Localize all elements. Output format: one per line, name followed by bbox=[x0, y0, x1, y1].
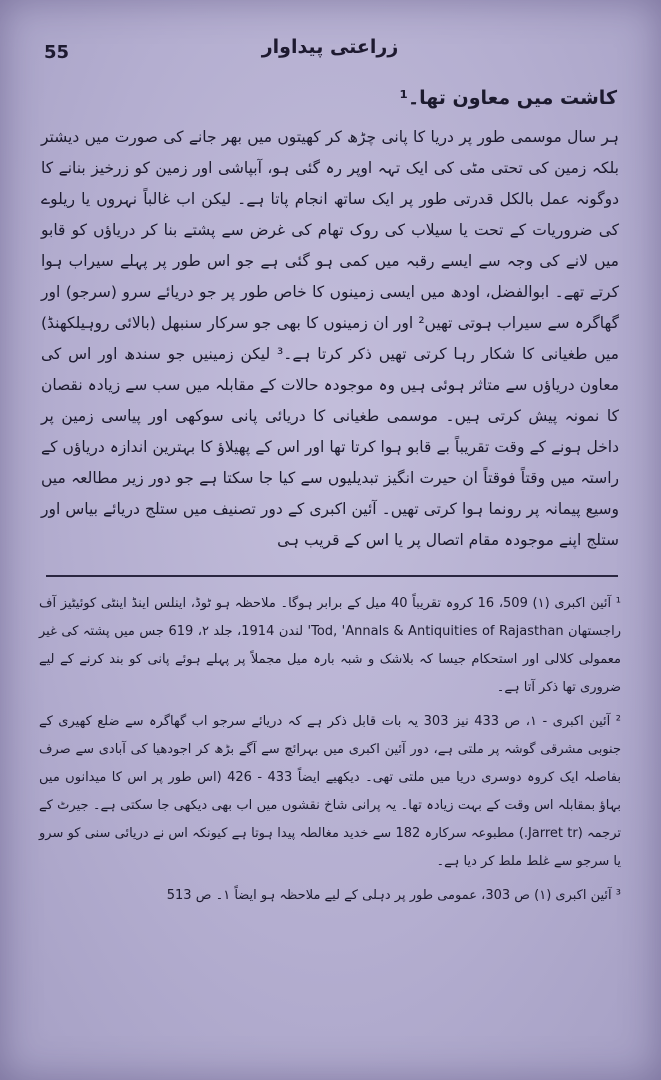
footnote-divider bbox=[46, 575, 618, 577]
footnote-3: ³ آئین اکبری (۱) ص 303، عمومی طور پر دہلی کے لیے ملاحظہ ہو ایضاً ۱۔ ص 513 bbox=[166, 888, 621, 903]
footnote-1: ¹ آئین اکبری (۱) 509، 16 کروہ تقریباً 40 میل کے برابر ہوگا۔ ملاحظہ ہو ٹوڈ، اینلس اینڈ اینٹی کوئیٹیز آف راجستھان Tod, 'Annals & Antiquities of Rajasthan' لندن 1914، جلد ۲، 619 جس میں پشتہ کی غیر معمولی کلالی اور استحکام جیسا کہ بلاشک و شبہ بارہ میل مجملاً پر پہلے ہوئے پانی کو بند کرنے کے لیے ضروری تھا ذکر آتا ہے۔ bbox=[39, 596, 621, 695]
body-paragraph: ہر سال موسمی طور پر دریا کا پانی چڑھ کر کھیتوں میں بھر جانے کی صورت میں دیشتر بلکہ زمین کی تحتی مٹی کی ایک تہہ اوپر رہ گئی ہو، آبپاشی اور زمین کو زرخیز بنانے کا دوگونہ عمل بالکل قدرتی طور پر ایک ساتھ انجام پاتا ہے۔ لیکن اب غالباً نہروں یا ریلوے کی ضروریات کے تحت یا سیلاب کی روک تھام کی غرض سے پشتے بنا کر دریاؤں کو قابو میں لانے کی وجہ سے ایسے رقبہ میں کمی ہو گئی ہے جو اس طور پر پہلے سیراب ہوا کرتے تھے۔ ابوالفضل، اودھ میں ایسی زمینوں کا خاص طور پر جو دریائے سرو (سرجو) اور گھاگرہ سے سیراب ہوتی تھیں² اور ان زمینوں کا بھی جو سرکار سنبھل (بالائی روہیلکھنڈ) میں طغیانی کا شکار رہا کرتی تھیں ذکر کرتا ہے۔³ لیکن زمینیں جو سندھ اور اس کی معاون دریاؤں سے متاثر ہوئی ہیں وہ موجودہ حالات کے مقابلہ میں سب سے زیادہ نقصان کا نمونہ پیش کرتی ہیں۔ موسمی طغیانی کا دریائی پانی سوکھی اور پیاسی زمین پر داخل ہونے کے وقت تقریباً بے قابو ہوا کرتا تھا اور اس کے پھیلاؤ کا بہترین اندازہ دریاؤں کے راستہ میں وقتاً فوقتاً ان حیرت انگیز تبدیلیوں سے کیا جا سکتا ہے جو دور زیر مطالعہ میں وسیع پیمانہ پر رونما ہوا کرتی تھیں۔ آئین اکبری کے دور تصنیف میں ستلج دریائے بیاس اور ستلج اپنے موجودہ مقام اتصال پر یا اس کے قریب ہی bbox=[41, 128, 619, 549]
footnotes bbox=[39, 590, 621, 916]
section-heading: کاشت میں معاون تھا۔¹ bbox=[399, 87, 617, 109]
page-number: 55 bbox=[44, 42, 70, 63]
footnote-2: ² آئین اکبری - ۱، ص 433 نیز 303 یہ بات قابل ذکر ہے کہ دریائے سرجو اب گھاگرہ سے ضلع کھیری کے جنوبی مشرقی گوشہ پر ملتی ہے، دور آئین اکبری میں بہرائچ سے آگے بڑھ کر اجودھیا کی آبادی سے صرف بفاصلہ ایک کروہ دوسری دریا میں ملتی تھی۔ دیکھیے ایضاً 433 - 426 (اس طور پر اس کا میدانوں میں بہاؤ بمقابلہ اس وقت کے بہت زیادہ تھا۔ یہ پرانی شاخ نقشوں میں اب بھی دیکھی جا سکتی ہے۔ جیرٹ کے ترجمہ (Jarret tr.) مطبوعہ سرکارہ 182 سے خدید مغالطہ پیدا ہوتا ہے کیونکہ اس نے دریائی سنی کو سرو یا سرجو سے غلط ملط کر دیا ہے۔ bbox=[39, 714, 622, 869]
body-text bbox=[41, 122, 619, 556]
running-title: زراعتی پیداوار bbox=[261, 36, 399, 58]
